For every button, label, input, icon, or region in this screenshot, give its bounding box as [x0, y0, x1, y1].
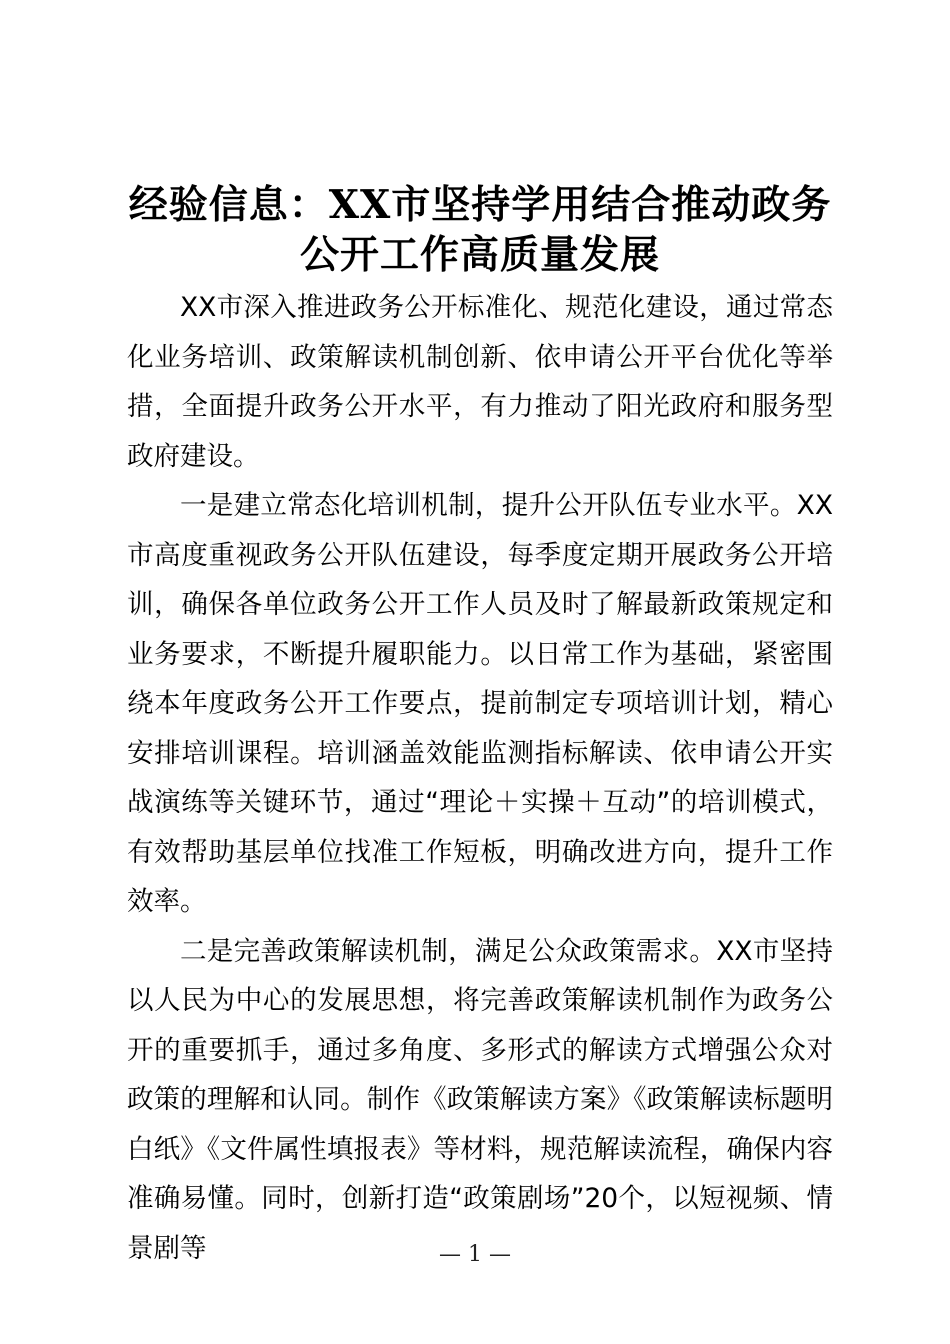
paragraph-training: 一是建立常态化培训机制，提升公开队伍专业水平。XX市高度重视政务公开队伍建设，每季度定期开展政务公开培训，确保各单位政务公开工作人员及时了解最新政策规定和业务要求，不断提升履职能力。以日常工作为基础，紧密围绕本年度政务公开工作要点，提前制定专项培训计划，精心安排培训课程。培训涵盖效能监测指标解读、依申请公开实战演练等关键环节，通过“理论＋实操＋互动”的培训模式，有效帮助基层单位找准工作短板，明确改进方向，提升工作效率。 — [127, 490, 833, 917]
document-title: 经验信息：XX市坚持学用结合推动政务公开工作高质量发展 — [128, 182, 832, 278]
page-number: — 1 — — [439, 1242, 511, 1267]
document-body — [127, 283, 833, 1273]
paragraph-policy-interpretation: 二是完善政策解读机制，满足公众政策需求。XX市坚持以人民为中心的发展思想，将完善政策解读机制作为政务公开的重要抓手，通过多角度、多形式的解读方式增强公众对政策的理解和认同。制作《政策解读方案》《政策解读标题明白纸》《文件属性填报表》等材料，规范解读流程，确保内容准确易懂。同时，创新打造“政策剧场”20个，以短视频、情景剧等 — [127, 935, 833, 1264]
paragraph-intro: XX市深入推进政务公开标准化、规范化建设，通过常态化业务培训、政策解读机制创新、依申请公开平台优化等举措，全面提升政务公开水平，有力推动了阳光政府和服务型政府建设。 — [127, 292, 833, 472]
